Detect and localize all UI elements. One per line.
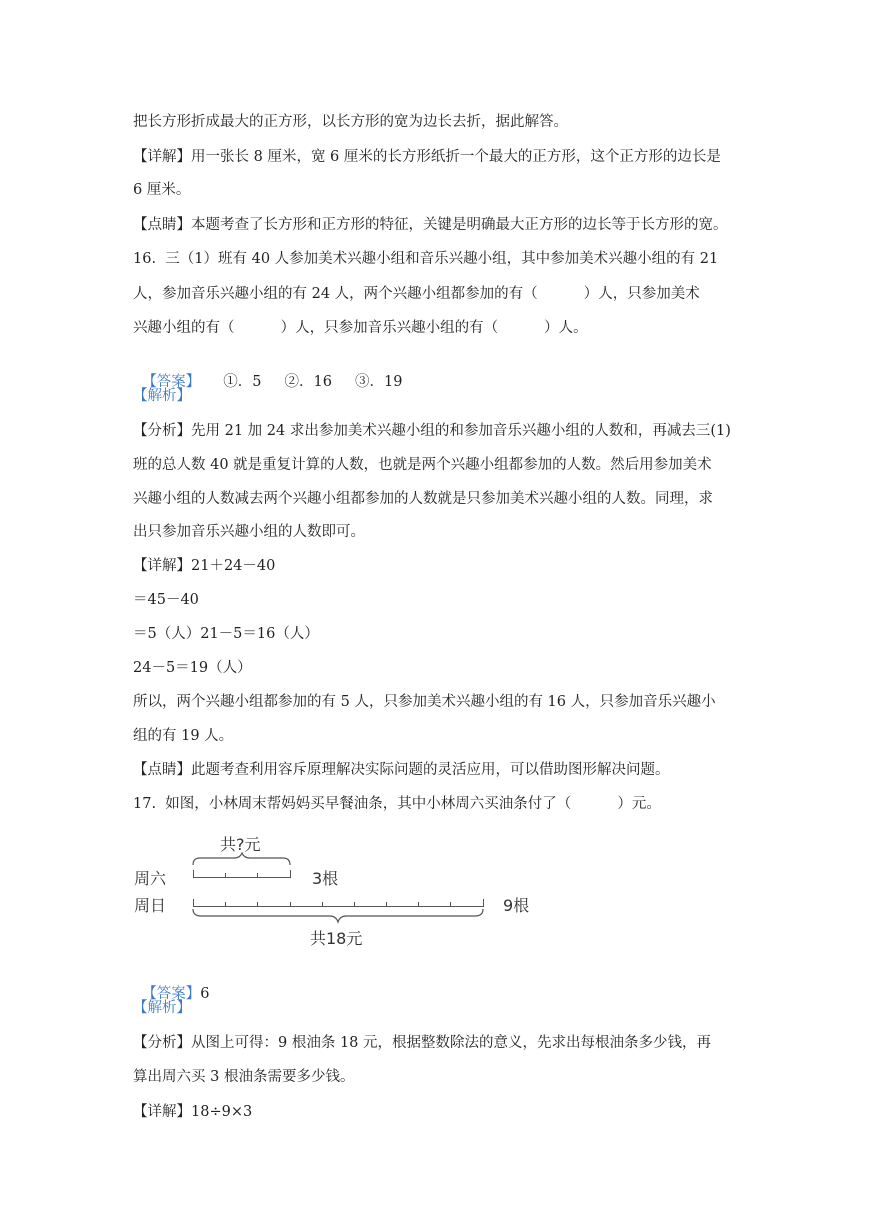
tick: [290, 902, 291, 907]
analysis-line: 兴趣小组的人数减去两个兴趣小组都参加的人数就是只参加美术兴趣小组的人数。同理，求: [133, 491, 713, 507]
detail-line: 【详解】21＋24－40: [133, 558, 276, 574]
question-16-line: 人，参加音乐兴趣小组的有 24 人，两个兴趣小组都参加的有（ ）人，只参加美术: [133, 286, 700, 302]
saturday-count: 3根: [312, 869, 339, 888]
detail-line: 所以，两个兴趣小组都参加的有 5 人，只参加美术兴趣小组的有 16 人，只参加音乐兴趣小: [133, 694, 716, 710]
sunday-label: 周日: [134, 896, 167, 915]
tick: [418, 902, 419, 907]
tick: [483, 899, 484, 907]
tick: [386, 902, 387, 907]
tick: [322, 902, 323, 907]
question-17-line: 17. 如图，小林周末帮妈妈买早餐油条，其中小林周六买油条付了（ ）元。: [133, 796, 661, 812]
tick: [193, 870, 194, 878]
sunday-count: 9根: [503, 896, 530, 915]
answer-value: 6: [200, 986, 210, 1002]
tick: [290, 870, 291, 878]
tick: [257, 902, 258, 907]
sunday-segment: [193, 906, 483, 907]
tick: [225, 902, 226, 907]
detail-line: 【详解】18÷9×3: [133, 1104, 253, 1120]
text-line: 把长方形折成最大的正方形，以长方形的宽为边长去折，据此解答。: [133, 114, 568, 130]
tick: [225, 873, 226, 878]
bottom-brace: [192, 908, 485, 924]
analysis-label: 【解析】: [133, 388, 191, 404]
detail-line: ＝5（人）21－5＝16（人）: [133, 626, 319, 642]
detail-line: ＝45－40: [133, 592, 199, 608]
bottom-total-label: 共18元: [310, 929, 363, 948]
analysis-line: 算出周六买 3 根油条需要多少钱。: [133, 1069, 355, 1085]
top-brace: [192, 852, 292, 866]
answer-label: 【答案】: [142, 374, 201, 390]
answer-value: ①．5 ②．16 ③．19: [200, 374, 403, 390]
top-total-label: 共?元: [220, 835, 261, 854]
analysis-line: 【分析】先用 21 加 24 求出参加美术兴趣小组的和参加音乐兴趣小组的人数和，再减去三(1): [133, 423, 731, 439]
analysis-label: 【解析】: [133, 1000, 191, 1016]
detail-line: 24－5＝19（人）: [133, 660, 252, 676]
note-line: 【点睛】此题考查利用容斥原理解决实际问题的灵活应用，可以借助图形解决问题。: [133, 762, 670, 778]
answer-label: 【答案】: [142, 986, 201, 1002]
question-16-line: 16. 三（1）班有 40 人参加美术兴趣小组和音乐兴趣小组，其中参加美术兴趣小组的有 21: [133, 251, 719, 267]
tick: [257, 873, 258, 878]
tick: [450, 902, 451, 907]
detail-line: 组的有 19 人。: [133, 728, 234, 744]
tick: [354, 902, 355, 907]
saturday-label: 周六: [134, 869, 167, 888]
text-line: 6 厘米。: [133, 182, 191, 198]
analysis-line: 班的总人数 40 就是重复计算的人数，也就是两个兴趣小组都参加的人数。然后用参加美术: [133, 457, 712, 473]
question-16-line: 兴趣小组的有（ ）人，只参加音乐兴趣小组的有（ ）人。: [133, 320, 588, 336]
text-line: 【详解】用一张长 8 厘米，宽 6 厘米的长方形纸折一个最大的正方形，这个正方形的边长是: [133, 149, 721, 165]
saturday-segment: [193, 877, 290, 878]
analysis-line: 【分析】从图上可得：9 根油条 18 元，根据整数除法的意义，先求出每根油条多少钱，再: [133, 1035, 711, 1051]
text-line: 【点睛】本题考查了长方形和正方形的特征，关键是明确最大正方形的边长等于长方形的宽。: [133, 217, 728, 233]
tick: [193, 899, 194, 907]
analysis-line: 出只参加音乐兴趣小组的人数即可。: [133, 524, 365, 540]
